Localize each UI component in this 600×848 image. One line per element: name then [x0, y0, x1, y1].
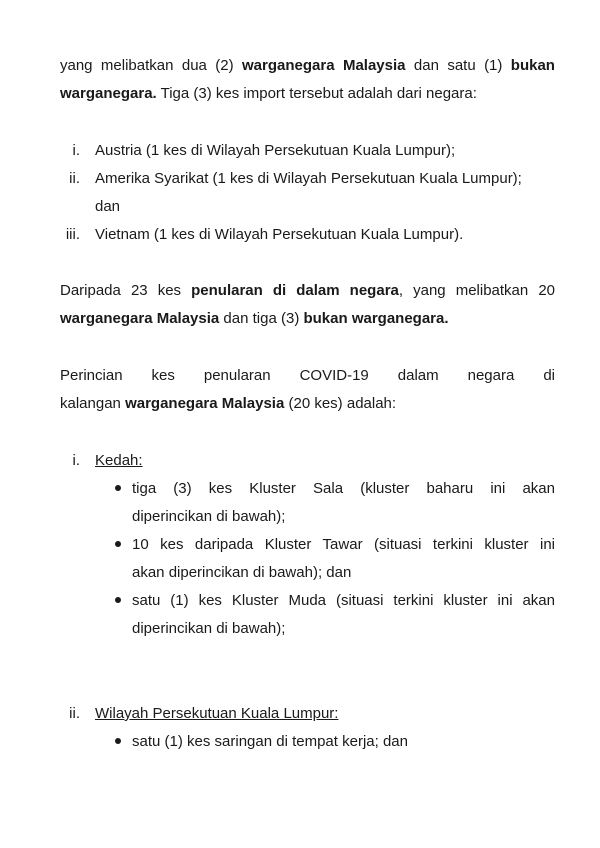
list-number: ii.: [69, 705, 80, 722]
bullet-line: diperincikan di bawah);: [132, 620, 286, 637]
bullet-icon: [115, 597, 121, 603]
list-number: i.: [72, 452, 80, 469]
detail-line-1: Perincian kes penularan COVID-19 dalam negara di: [60, 367, 555, 384]
detail-bold-text: warganegara Malaysia: [125, 395, 285, 412]
detail-paragraph: [60, 362, 555, 418]
state-name: Kedah:: [95, 452, 143, 469]
local-bold-text: bukan warganegara.: [303, 310, 449, 327]
intro-bold-text: bukan: [510, 57, 555, 74]
bullet-line: tiga (3) kes Kluster Sala (kluster baharu ini akan: [132, 480, 555, 497]
list-text: Austria (1 kes di Wilayah Persekutuan Kuala Lumpur);: [95, 142, 456, 159]
bullet-line: akan diperincikan di bawah); dan: [132, 564, 352, 581]
local-bold-text: penularan di dalam negara: [191, 282, 399, 299]
bullet-line: 10 kes daripada Kluster Tawar (situasi terkini kluster ini: [132, 536, 555, 553]
list-text: dan: [95, 198, 121, 215]
intro-bold-text: warganegara Malaysia: [242, 57, 406, 74]
intro-paragraph: [60, 52, 555, 108]
list-text: Amerika Syarikat (1 kes di Wilayah Persekutuan Kuala Lumpur);: [95, 170, 522, 187]
list-number: i.: [72, 142, 80, 159]
local-text: dan tiga (3): [219, 310, 304, 327]
local-bold-text: warganegara Malaysia: [60, 310, 220, 327]
intro-bold-text: warganegara.: [60, 85, 157, 102]
bullet-text: [132, 728, 555, 756]
bullet-icon: [115, 738, 121, 744]
bullet-icon: [115, 541, 121, 547]
detail-text: (20 kes) adalah:: [284, 395, 397, 412]
bullet-text: [132, 587, 555, 643]
bullet-text: [132, 475, 555, 531]
intro-line-2: [60, 80, 555, 108]
local-text: , yang melibatkan 20: [398, 282, 555, 299]
bullet-line: satu (1) kes Kluster Muda (situasi terkini kluster ini akan: [132, 592, 555, 609]
detail-line-2: [60, 390, 555, 418]
local-line-2: [60, 305, 555, 333]
intro-line-1: [60, 52, 555, 80]
intro-text: dan satu (1): [405, 57, 511, 74]
state-name: Wilayah Persekutuan Kuala Lumpur:: [95, 705, 339, 722]
local-line-1: [60, 277, 555, 305]
local-paragraph: [60, 277, 555, 333]
list-number: ii.: [69, 170, 80, 187]
list-number: iii.: [65, 226, 80, 243]
bullet-text: [132, 531, 555, 587]
list-text: Vietnam (1 kes di Wilayah Persekutuan Kuala Lumpur).: [95, 226, 464, 243]
intro-text: yang melibatkan dua (2): [60, 57, 243, 74]
bullet-icon: [115, 485, 121, 491]
bullet-line: diperincikan di bawah);: [132, 508, 286, 525]
bullet-line: satu (1) kes saringan di tempat kerja; dan: [132, 733, 408, 750]
local-text: Daripada 23 kes: [60, 282, 192, 299]
detail-text: kalangan: [60, 395, 126, 412]
intro-text: Tiga (3) kes import tersebut adalah dari negara:: [156, 85, 477, 102]
